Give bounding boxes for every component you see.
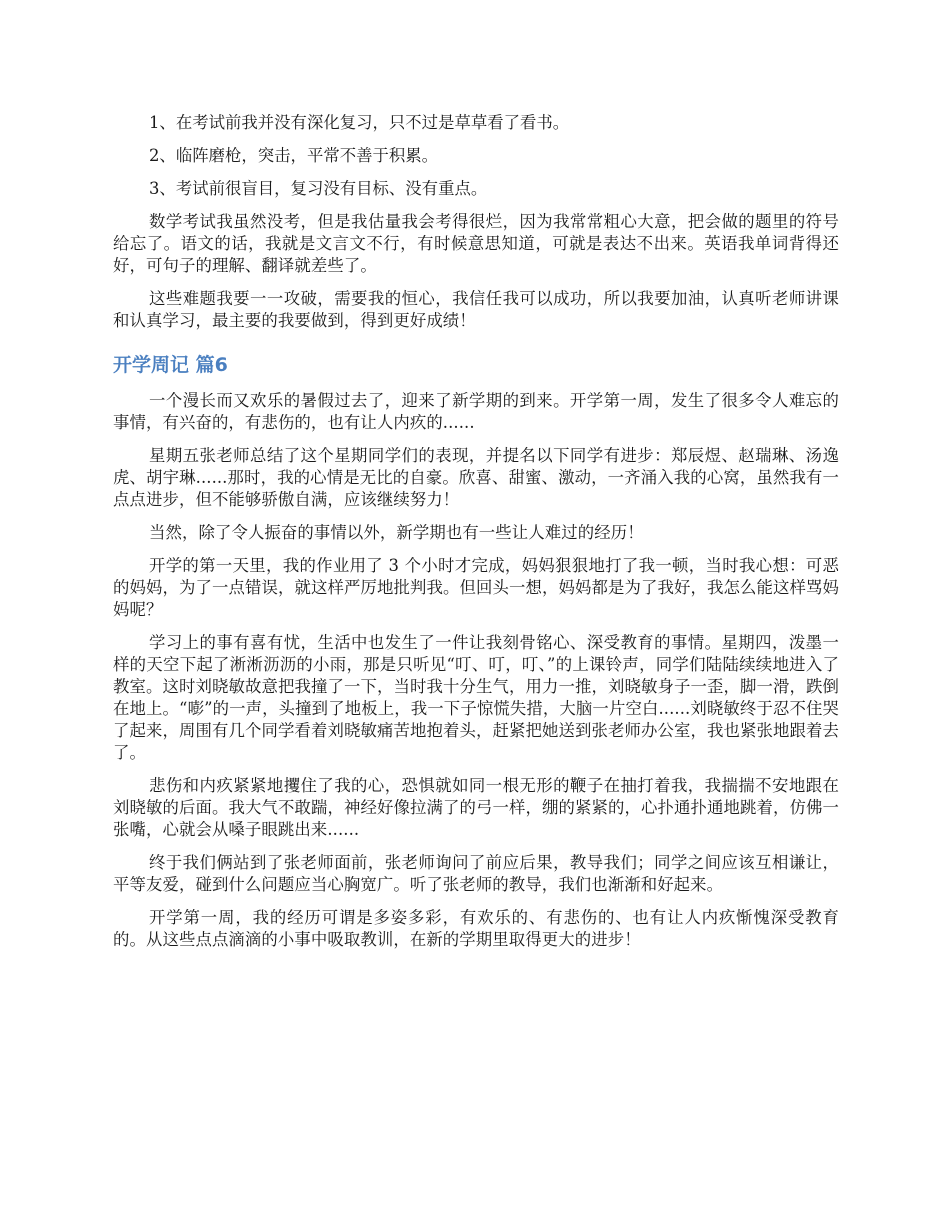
paragraph: 悲伤和内疚紧紧地攫住了我的心，恐惧就如同一根无形的鞭子在抽打着我，我揣揣不安地跟在刘晓敏的后面。我大气不敢踹，神经好像拉满了的弓一样，绷的紧紧的，心扑通扑通地跳着，仿佛一张嘴，心就会从嗓子眼跳出来...... bbox=[113, 776, 839, 839]
section-title: 开学周记 篇6 bbox=[113, 354, 228, 376]
paragraph: 一个漫长而又欢乐的暑假过去了，迎来了新学期的到来。开学第一周，发生了很多令人难忘的事情，有兴奋的，有悲伤的，也有让人内疚的...... bbox=[113, 391, 839, 432]
paragraph: 数学考试我虽然没考，但是我估量我会考得很烂，因为我常常粗心大意，把会做的题里的符号给忘了。语文的话，我就是文言文不行，有时候意思知道，可就是表达不出来。英语我单词背得还好，可句子的理解、翻译就差些了。 bbox=[113, 212, 839, 275]
list-item: 2、临阵磨枪，突击，平常不善于积累。 bbox=[149, 146, 439, 165]
document-page bbox=[113, 112, 839, 962]
paragraph: 学习上的事有喜有忧，生活中也发生了一件让我刻骨铭心、深受教育的事情。星期四，泼墨一样的天空下起了淅淅沥沥的小雨，那是只听见“叮、叮，叮、”的上课铃声，同学们陆陆续续地进入了教室。这时刘晓敏故意把我撞了一下，当时我十分生气，用力一推，刘晓敏身子一歪，脚一滑，跌倒在地上。“嘭”的一声，头撞到了地板上，我一下子惊慌失措，大脑一片空白......刘晓敏终于忍不住哭了起来，周围有几个同学看着刘晓敏痛苦地抱着头，赶紧把她送到张老师办公室，我也紧张地跟着去了。 bbox=[113, 633, 839, 762]
paragraph: 星期五张老师总结了这个星期同学们的表现，并提名以下同学有进步：郑辰煜、赵瑞琳、汤逸虎、胡宇琳......那时，我的心情是无比的自豪。欣喜、甜蜜、激动，一齐涌入我的心窝，虽然我有一点点进步，但不能够骄傲自满，应该继续努力！ bbox=[113, 446, 839, 509]
paragraph: 开学第一周，我的经历可谓是多姿多彩，有欢乐的、有悲伤的、也有让人内疚惭愧深受教育的。从这些点点滴滴的小事中吸取教训，在新的学期里取得更大的进步！ bbox=[113, 908, 839, 949]
list-item: 3、考试前很盲目，复习没有目标、没有重点。 bbox=[149, 179, 488, 198]
list-item: 1、在考试前我并没有深化复习，只不过是草草看了看书。 bbox=[149, 113, 570, 132]
paragraph: 开学的第一天里，我的作业用了 3 个小时才完成，妈妈狠狠地打了我一顿，当时我心想：可恶的妈妈，为了一点错误，就这样严厉地批判我。但回头一想，妈妈都是为了我好，我怎么能这样骂妈妈呢？ bbox=[113, 556, 839, 619]
paragraph: 当然，除了令人振奋的事情以外，新学期也有一些让人难过的经历！ bbox=[149, 523, 644, 542]
paragraph: 这些难题我要一一攻破，需要我的恒心，我信任我可以成功，所以我要加油，认真听老师讲课和认真学习，最主要的我要做到，得到更好成绩！ bbox=[113, 289, 839, 330]
paragraph: 终于我们俩站到了张老师面前，张老师询问了前应后果，教导我们；同学之间应该互相谦让，平等友爱，碰到什么问题应当心胸宽广。听了张老师的教导，我们也渐渐和好起来。 bbox=[113, 853, 839, 894]
